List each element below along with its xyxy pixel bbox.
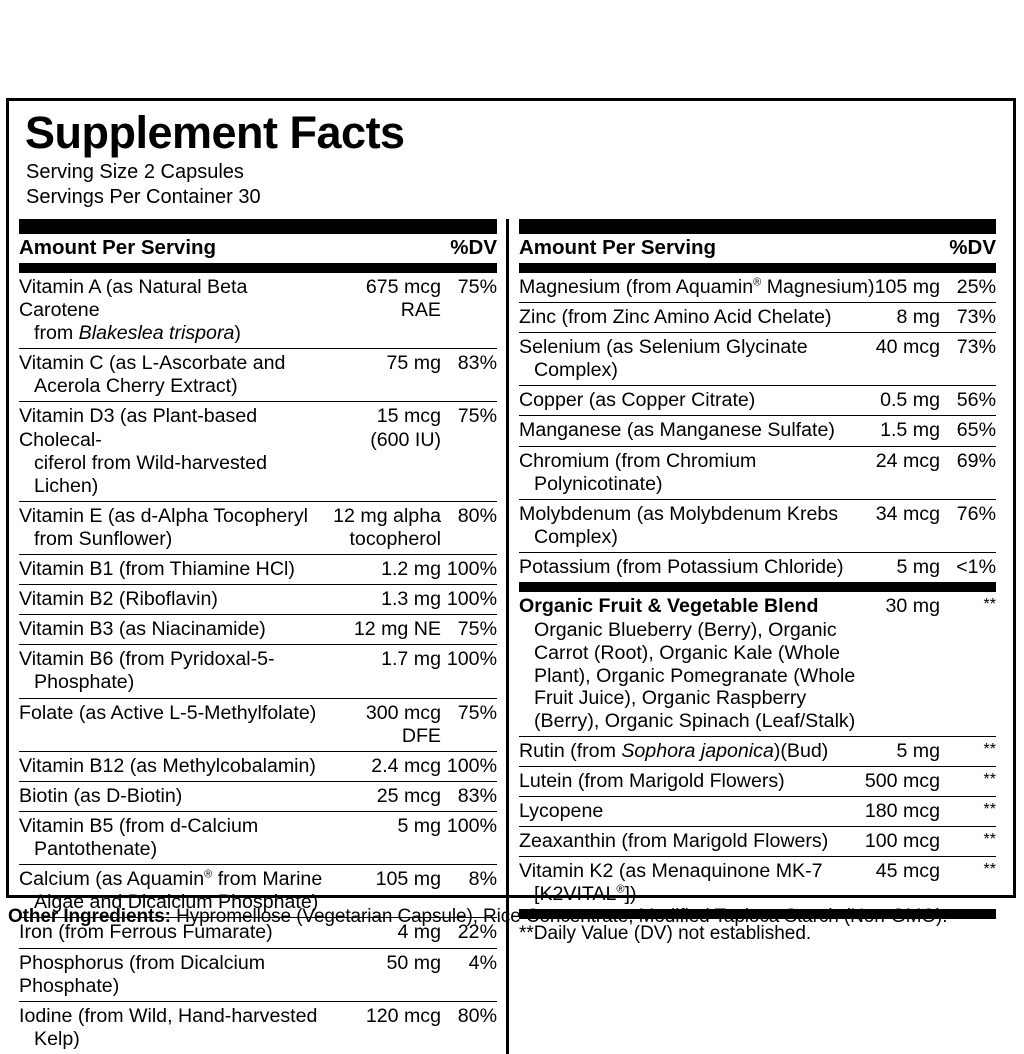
nutrient-name: Vitamin B5 (from d-Calcium Pantothenate) — [19, 812, 333, 865]
nutrient-amount: 75 mg — [333, 349, 441, 402]
nutrient-name: Chromium (from Chromium Polynicotinate) — [519, 446, 875, 499]
blend-amount: 30 mg — [865, 592, 940, 736]
nutrient-name: Vitamin B2 (Riboflavin) — [19, 585, 333, 615]
nutrient-amount: 105 mg — [875, 273, 940, 303]
nutrient-daily-value: 8% — [441, 865, 497, 918]
table-row — [519, 552, 996, 582]
nutrient-name: Phosphorus (from Dicalcium Phosphate) — [19, 948, 333, 1001]
nutrient-daily-value: ** — [983, 861, 996, 879]
nutrient-daily-value: 80% — [441, 501, 497, 554]
nutrient-name: Vitamin B1 (from Thiamine HCl) — [19, 555, 333, 585]
left-header-bar-top — [19, 219, 497, 234]
table-row — [519, 302, 996, 332]
table-row — [19, 1001, 497, 1054]
nutrient-daily-value: ** — [940, 827, 996, 857]
left-dv-header: %DV — [450, 235, 497, 259]
left-nutrient-table — [19, 273, 497, 1054]
nutrient-daily-value: 75% — [441, 615, 497, 645]
table-row — [19, 615, 497, 645]
table-row — [519, 416, 996, 446]
nutrient-daily-value: ** — [940, 766, 996, 796]
nutrient-amount: 12 mg NE — [333, 615, 441, 645]
blend-ingredients: Organic Blueberry (Berry), Organic Carrot (Root), Organic Kale (Whole Plant), Organic Pomegranate (Whole Fruit Juice), Organic Raspberry (Berry), Organic Spinach (Leaf/Stalk) — [534, 619, 856, 733]
nutrient-daily-value: 22% — [441, 918, 497, 948]
right-dv-header: %DV — [949, 235, 996, 259]
registered-trademark-icon: ® — [204, 868, 213, 881]
nutrient-name: Selenium (as Selenium Glycinate Complex) — [519, 333, 875, 386]
nutrient-name: Vitamin B6 (from Pyridoxal-5- Phosphate) — [19, 645, 333, 698]
table-row — [19, 402, 497, 501]
nutrient-daily-value: 25% — [940, 273, 996, 303]
table-row — [19, 645, 497, 698]
nutrient-amount: 120 mcg — [365, 1004, 441, 1027]
nutrient-daily-value: ** — [940, 736, 996, 766]
nutrient-amount: 15 mcg (600 IU) — [333, 402, 441, 501]
table-row — [19, 555, 497, 585]
right-amount-header: Amount Per Serving — [519, 235, 717, 259]
nutrient-name: Magnesium (from Aquamin® Magnesium) — [519, 273, 875, 303]
nutrient-daily-value: 75% — [441, 402, 497, 501]
nutrient-name: Calcium (as Aquamin® from Marine Algae and Dicalcium Phosphate) — [19, 865, 333, 918]
nutrient-name: Molybdenum (as Molybdenum Krebs Complex) — [519, 499, 875, 552]
nutrient-amount: 500 mcg — [865, 766, 940, 796]
left-column — [19, 219, 506, 1054]
registered-trademark-icon: ® — [616, 883, 625, 896]
nutrient-daily-value: 75% — [441, 273, 497, 349]
nutrient-amount: 8 mg — [875, 302, 940, 332]
nutrient-amount: 25 mcg — [333, 781, 441, 811]
table-row — [19, 501, 497, 554]
left-amount-header: Amount Per Serving — [19, 235, 217, 259]
nutrient-amount: 12 mg alpha tocopherol — [333, 501, 441, 554]
nutrient-daily-value: ** — [940, 796, 996, 826]
right-mineral-table — [519, 273, 996, 582]
right-blend-table — [519, 592, 996, 909]
nutrient-daily-value: 83% — [441, 349, 497, 402]
registered-trademark-icon: ® — [753, 276, 762, 289]
nutrient-amount: 675 mcg RAE — [333, 273, 441, 349]
nutrient-daily-value: 100% — [441, 645, 497, 698]
nutrient-name: Vitamin E (as d-Alpha Tocopheryl from Sunflower) — [19, 501, 333, 554]
nutrient-amount: 1.5 mg — [875, 416, 940, 446]
serving-size: Serving Size 2 Capsules — [26, 161, 244, 184]
right-header-bar-top — [519, 219, 996, 234]
nutrient-name: Vitamin K2 (as Menaquinone MK-7 [K2VITAL®]) — [519, 860, 823, 906]
nutrient-amount: 300 mcg DFE — [333, 698, 441, 751]
nutrient-daily-value: 80% — [457, 1004, 497, 1027]
table-row — [19, 698, 497, 751]
nutrient-name: Lutein (from Marigold Flowers) — [519, 766, 865, 796]
nutrient-amount: 1.7 mg — [333, 645, 441, 698]
nutrient-daily-value: 100% — [441, 751, 497, 781]
nutrient-name: Copper (as Copper Citrate) — [519, 386, 875, 416]
nutrient-name: Zinc (from Zinc Amino Acid Chelate) — [519, 302, 875, 332]
other-ingredients — [8, 906, 1016, 928]
table-row — [19, 948, 497, 1001]
page-title: Supplement Facts — [25, 107, 405, 158]
table-row — [19, 751, 497, 781]
table-row — [19, 781, 497, 811]
nutrient-amount: 0.5 mg — [875, 386, 940, 416]
nutrient-daily-value: 100% — [441, 555, 497, 585]
other-ingredients-text: Hypromellose (Vegetarian Capsule), Rice Concentrate, Modified Tapioca Starch (Non-GMO). — [170, 906, 948, 927]
nutrient-name: Iodine (from Wild, Hand-harvested Kelp) — [19, 1004, 318, 1050]
nutrient-name: Zeaxanthin (from Marigold Flowers) — [519, 827, 865, 857]
table-row — [19, 349, 497, 402]
right-column — [509, 219, 996, 1054]
table-row — [519, 386, 996, 416]
nutrient-amount: 105 mg — [333, 865, 441, 918]
nutrient-daily-value: 73% — [940, 333, 996, 386]
nutrient-name: Folate (as Active L-5-Methylfolate) — [19, 698, 333, 751]
table-row — [19, 812, 497, 865]
right-header-bar-bottom — [519, 263, 996, 273]
left-column-header — [19, 234, 497, 263]
table-row — [519, 857, 996, 910]
nutrient-amount: 50 mg — [333, 948, 441, 1001]
table-row — [519, 273, 996, 303]
nutrient-daily-value: 73% — [940, 302, 996, 332]
dv-footnote: **Daily Value (DV) not established. — [519, 923, 812, 945]
table-row — [519, 736, 996, 766]
blend-separator-bar — [519, 582, 996, 592]
facts-columns — [19, 219, 1003, 1054]
nutrient-amount: 1.2 mg — [333, 555, 441, 585]
nutrient-amount: 2.4 mcg — [333, 751, 441, 781]
nutrient-amount: 5 mg — [896, 555, 940, 578]
table-row — [519, 499, 996, 552]
nutrient-name: Lycopene — [519, 796, 865, 826]
nutrient-amount: 1.3 mg — [333, 585, 441, 615]
nutrient-daily-value: 4% — [441, 948, 497, 1001]
nutrient-name: Vitamin D3 (as Plant-based Cholecal- ciferol from Wild-harvested Lichen) — [19, 402, 333, 501]
nutrient-name: Manganese (as Manganese Sulfate) — [519, 416, 875, 446]
nutrient-name: Vitamin C (as L-Ascorbate and Acerola Cherry Extract) — [19, 349, 333, 402]
nutrient-daily-value: 75% — [441, 698, 497, 751]
nutrient-amount: 5 mg — [865, 736, 940, 766]
nutrient-name: Potassium (from Potassium Chloride) — [519, 555, 844, 578]
nutrient-amount: 24 mcg — [875, 446, 940, 499]
nutrient-daily-value: 69% — [940, 446, 996, 499]
table-row — [19, 273, 497, 349]
nutrient-amount: 180 mcg — [865, 796, 940, 826]
nutrient-daily-value: <1% — [956, 555, 996, 578]
table-row — [519, 446, 996, 499]
nutrient-daily-value: 65% — [940, 416, 996, 446]
right-column-header — [519, 234, 996, 263]
nutrient-name: Biotin (as D-Biotin) — [19, 781, 333, 811]
nutrient-amount: 40 mcg — [875, 333, 940, 386]
nutrient-daily-value: 83% — [441, 781, 497, 811]
blend-row — [519, 592, 996, 736]
servings-per-container: Servings Per Container 30 — [26, 186, 261, 209]
nutrient-daily-value: 100% — [441, 585, 497, 615]
nutrient-amount: 45 mcg — [875, 860, 940, 883]
other-ingredients-label: Other Ingredients: — [8, 906, 171, 927]
nutrient-daily-value: 76% — [940, 499, 996, 552]
nutrient-daily-value: 56% — [940, 386, 996, 416]
nutrient-name: Vitamin B12 (as Methylcobalamin) — [19, 751, 333, 781]
left-header-bar-bottom — [19, 263, 497, 273]
nutrient-name: Vitamin A (as Natural Beta Carotene from Blakeslea trispora) — [19, 273, 333, 349]
table-row — [519, 827, 996, 857]
table-row — [19, 585, 497, 615]
nutrient-amount: 34 mcg — [875, 499, 940, 552]
nutrient-amount: 5 mg — [333, 812, 441, 865]
table-row — [519, 333, 996, 386]
blend-daily-value: ** — [940, 592, 996, 736]
nutrient-name: Rutin (from Sophora japonica)(Bud) — [519, 736, 865, 766]
nutrient-amount: 4 mg — [333, 918, 441, 948]
table-row — [519, 766, 996, 796]
blend-name: Organic Fruit & Vegetable Blend Organic Blueberry (Berry), Organic Carrot (Root), Organic Kale (Whole Plant), Organic Pomegranate (Whole Fruit Juice), Organic Raspberry (Berry), Organic Spinach (Leaf/Stalk) — [519, 592, 865, 736]
nutrient-amount: 100 mcg — [865, 827, 940, 857]
table-row — [519, 796, 996, 826]
nutrient-name: Vitamin B3 (as Niacinamide) — [19, 615, 333, 645]
nutrient-daily-value: 100% — [441, 812, 497, 865]
nutrient-name: Iron (from Ferrous Fumarate) — [19, 918, 333, 948]
